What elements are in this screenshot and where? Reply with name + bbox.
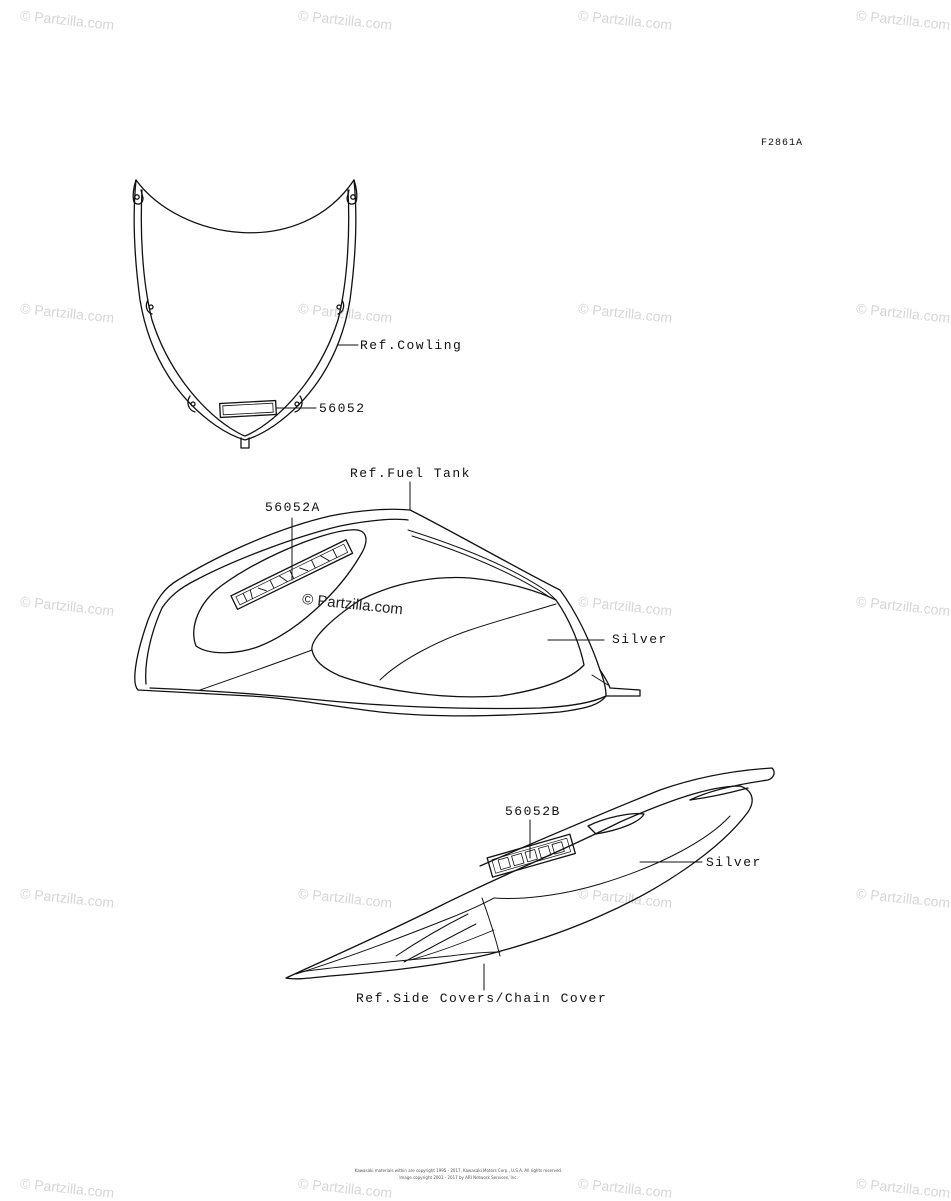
watermark: © Partzilla.com <box>577 1175 673 1201</box>
label-silver-tank: Silver <box>612 632 668 647</box>
watermark: © Partzilla.com <box>297 1175 393 1201</box>
label-ref-side-covers: Ref.Side Covers/Chain Cover <box>356 991 608 1006</box>
watermark: © Partzilla.com <box>19 7 115 33</box>
side-cover-drawing <box>286 768 774 990</box>
watermark: © Partzilla.com <box>577 885 673 911</box>
watermark: © Partzilla.com <box>855 1175 951 1201</box>
label-silver-cover: Silver <box>706 855 762 870</box>
watermark: © Partzilla.com <box>855 300 951 326</box>
figure-code: F2861A <box>761 138 804 149</box>
label-ref-fuel-tank: Ref.Fuel Tank <box>350 466 471 481</box>
watermark: © Partzilla.com <box>577 300 673 326</box>
watermark: © Partzilla.com <box>855 885 951 911</box>
watermark: © Partzilla.com <box>855 7 951 33</box>
watermark: © Partzilla.com <box>577 7 673 33</box>
watermark: © Partzilla.com <box>297 300 393 326</box>
label-part-56052a: 56052A <box>265 500 321 515</box>
watermark: © Partzilla.com <box>19 300 115 326</box>
watermark: © Partzilla.com <box>19 593 115 619</box>
watermark: © Partzilla.com <box>855 593 951 619</box>
label-ref-cowling: Ref.Cowling <box>360 338 463 353</box>
label-part-56052: 56052 <box>319 401 366 416</box>
watermark: © Partzilla.com <box>577 593 673 619</box>
footer-image-copyright: Image copyright 2001 - 2017 by ARI Network Services, Inc. <box>399 1175 518 1180</box>
watermark: © Partzilla.com <box>297 885 393 911</box>
watermark: © Partzilla.com <box>19 885 115 911</box>
center-watermark: © Partzilla.com <box>301 590 404 619</box>
footer-copyright: Kawasaki materials within are copyright 1995 - 2017, Kawasaki Motors Corp., U.S.A. All rights reserved. <box>354 1168 563 1173</box>
label-part-56052b: 56052B <box>505 804 561 819</box>
watermark: © Partzilla.com <box>19 1175 115 1201</box>
watermark: © Partzilla.com <box>297 7 393 33</box>
